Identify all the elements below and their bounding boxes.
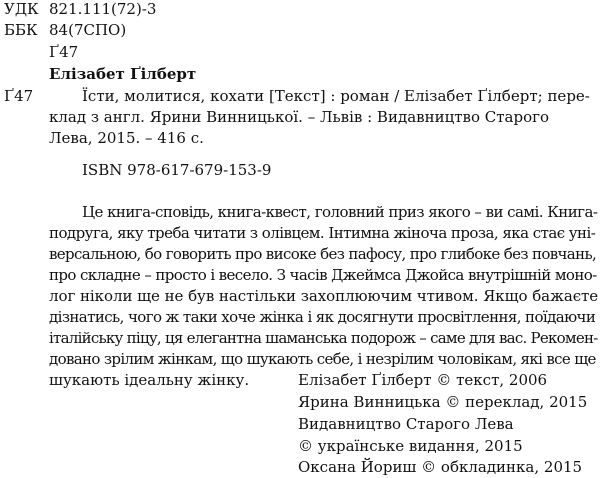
annotation-line: подруга, яку треба читати з олівцем. Інтимна жіноча проза, яка стає уні-	[49, 224, 596, 242]
record-line: Лева, 2015. – 416 с.	[49, 129, 204, 147]
bbk-label: ББК	[4, 21, 38, 39]
bbk-value: 84(7СПО)	[49, 21, 127, 39]
annotation-line: версальною, бо говорить про високе без пафосу, про глибоке без повчань,	[49, 245, 597, 263]
record-line: Їсти, молитися, кохати [Текст] : роман / Елізабет Ґілберт; пере-	[82, 87, 590, 105]
udk-value: 821.111(72)-3	[49, 0, 157, 18]
annotation-line: Це книга-сповідь, книга-квест, головний приз якого – ви самі. Книга-	[82, 203, 598, 221]
copyright-line: Ярина Винницька © переклад, 2015	[298, 393, 588, 411]
annotation-line: лог ніколи ще не був настільки захоплюючим чтивом. Якщо бажаєте	[49, 287, 599, 305]
copyright-line: Оксана Йориш © обкладинка, 2015	[298, 458, 583, 476]
annotation-line: дізнатись, чого ж таки хоче жінка і як досягнути просвітлення, поїдаючи	[49, 308, 596, 326]
record-author: Елізабет Ґілберт	[49, 65, 197, 83]
record-sign: Ґ47	[4, 87, 34, 105]
copyright-line: © українське видання, 2015	[298, 437, 523, 455]
annotation-line: шукають ідеальну жінку.	[49, 371, 250, 389]
udk-label: УДК	[4, 0, 39, 18]
copyright-line: Елізабет Ґілберт © текст, 2006	[298, 371, 548, 389]
record-line: клад з англ. Ярини Винницької. – Львів : Видавництво Старого	[49, 108, 550, 126]
annotation-line: про складне – просто і весело. З часів Джеймса Джойса внутрішній моно-	[49, 266, 597, 284]
isbn: ISBN 978-617-679-153-9	[82, 161, 272, 179]
author-sign-top: Ґ47	[49, 43, 79, 61]
copyright-line: Видавництво Старого Лева	[298, 415, 514, 433]
annotation-line: італійську піцу, ця елегантна шаманська подорож – саме для вас. Рекомен-	[49, 329, 598, 347]
annotation-line: довано зрілим жінкам, що шукають себе, і незрілим чоловікам, які все ще	[49, 350, 596, 368]
